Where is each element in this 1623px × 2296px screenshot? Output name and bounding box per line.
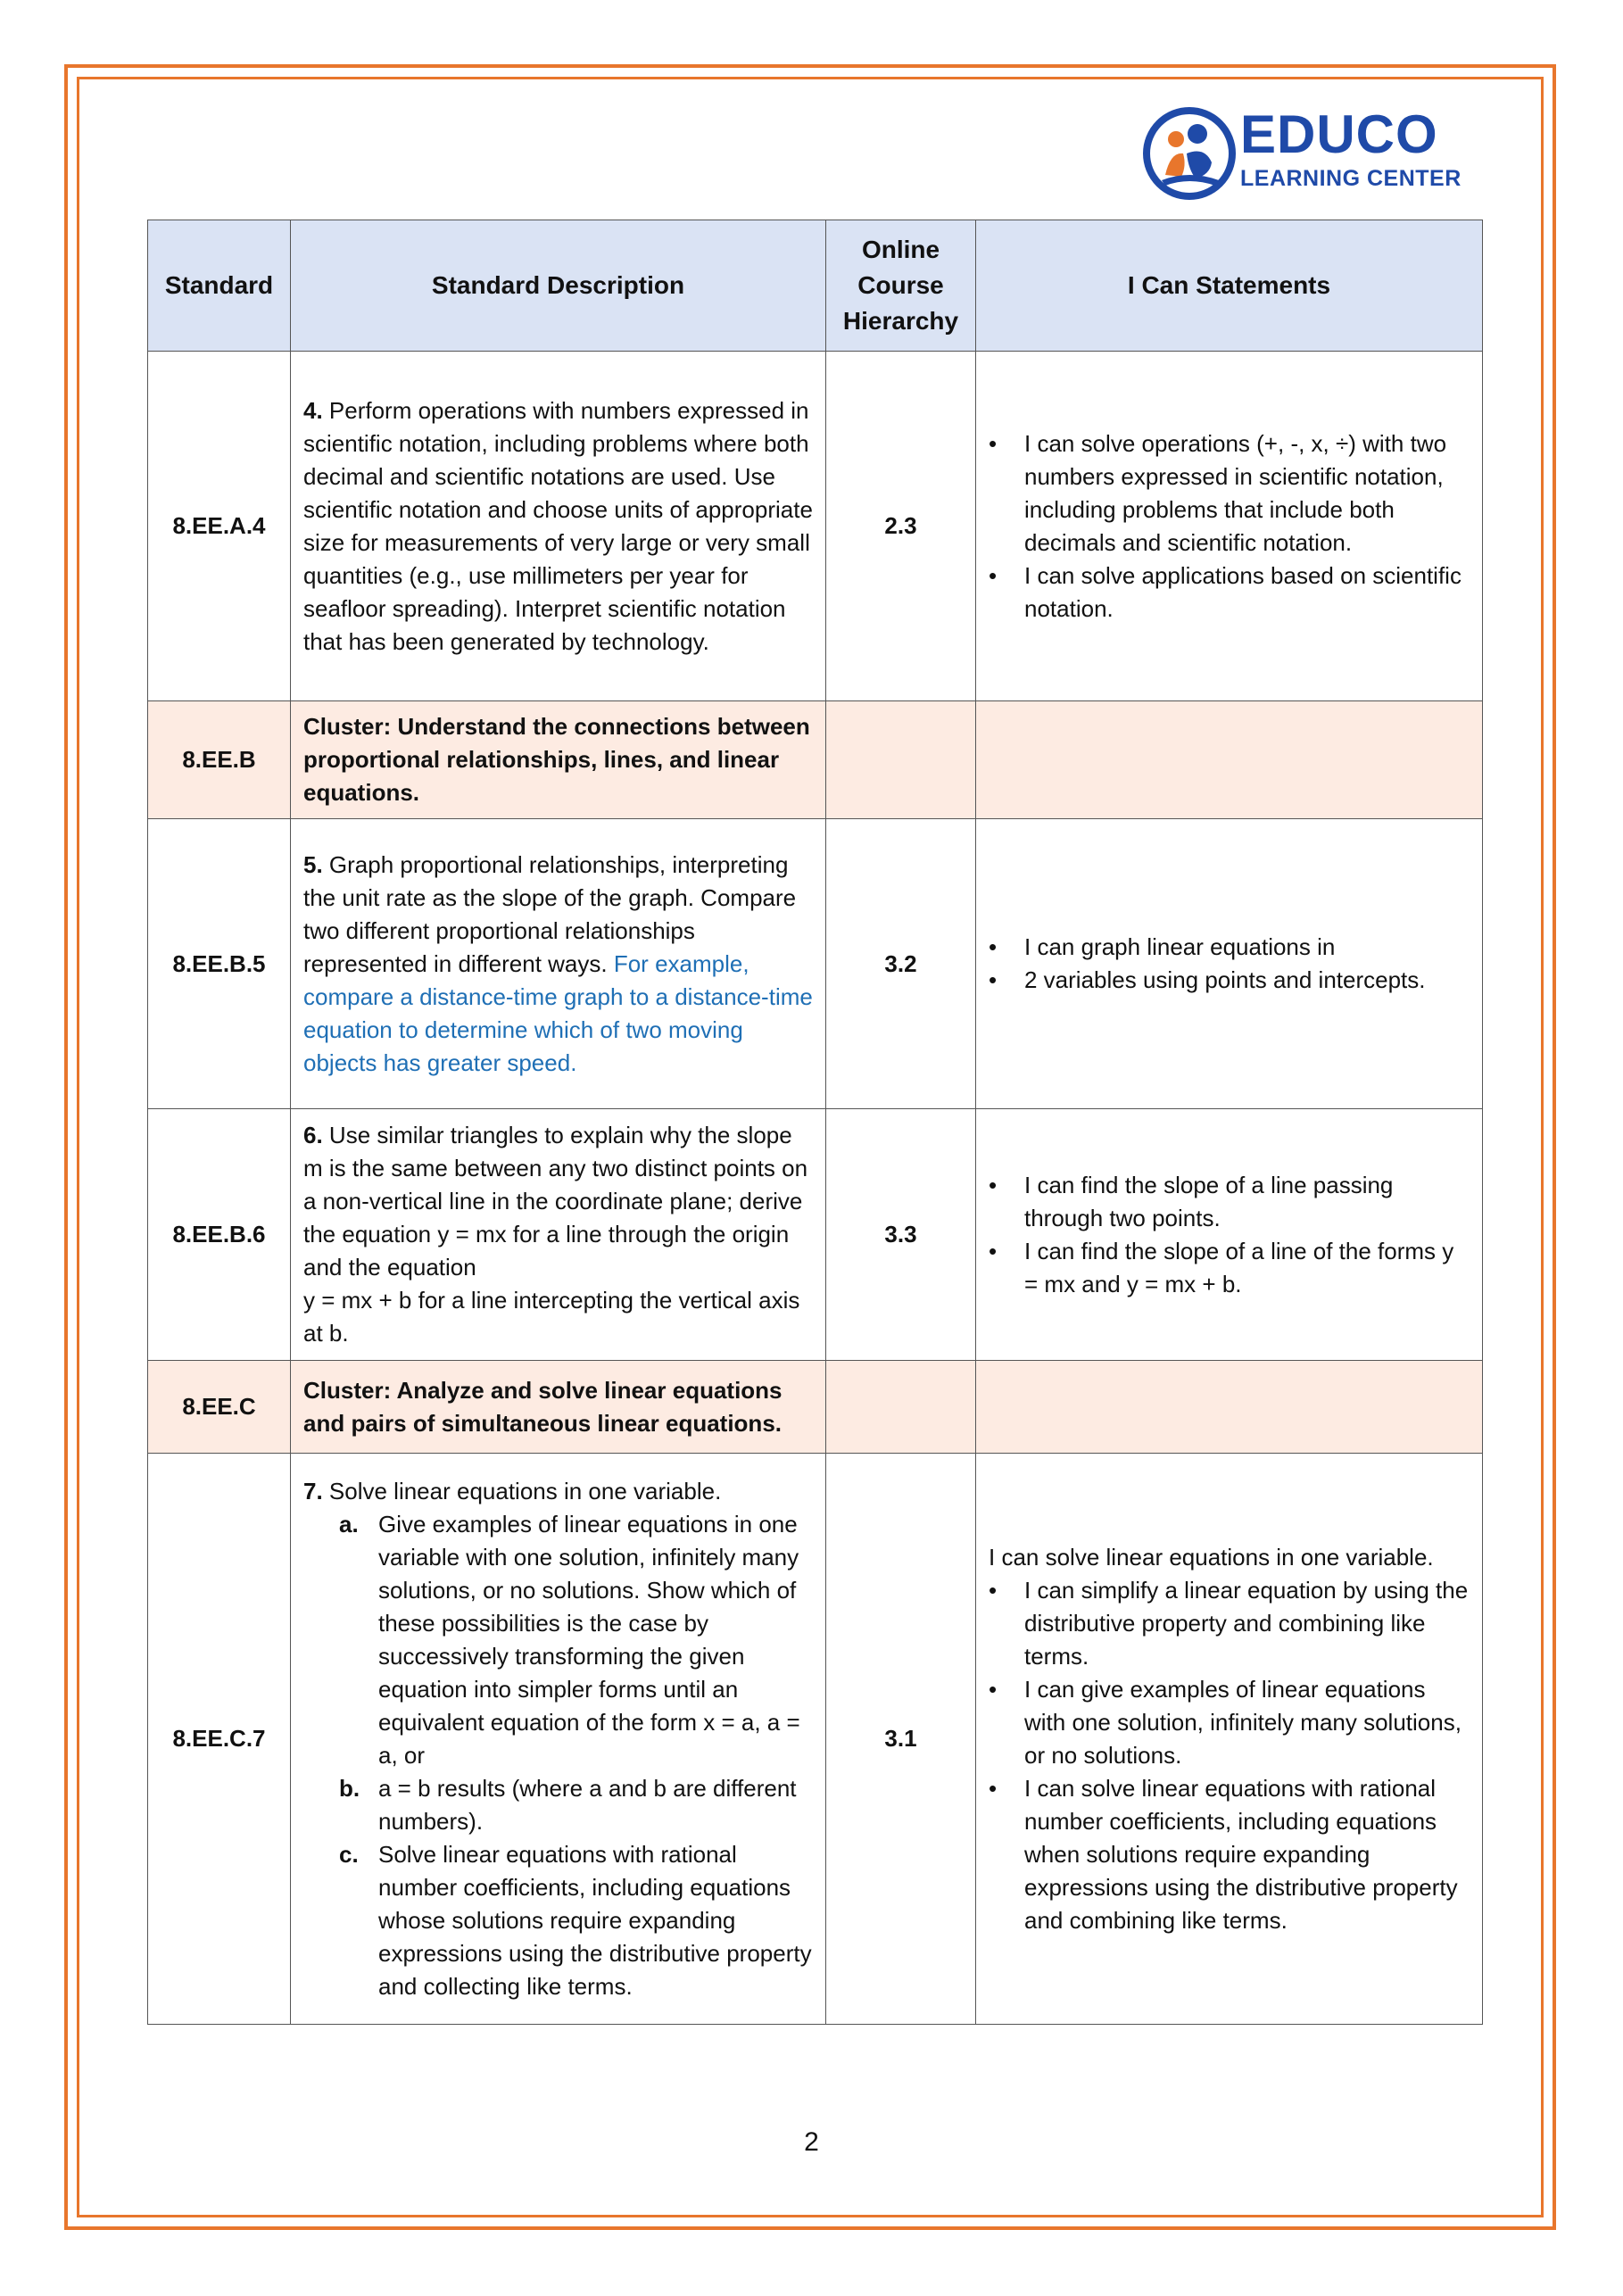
table-row — [148, 819, 1483, 1109]
standard-number: 4. — [303, 396, 323, 424]
header-standard: Standard — [148, 220, 291, 352]
cluster-course-empty — [826, 701, 976, 819]
table-row — [148, 1454, 1483, 2025]
cluster-ican-empty — [976, 1361, 1483, 1454]
sub-standard-list — [303, 1508, 813, 2003]
cluster-ican-empty — [976, 701, 1483, 819]
standard-number: 7. — [303, 1477, 323, 1504]
sub-text: a = b results (where a and b are different numbers). — [378, 1774, 797, 1835]
table-row — [148, 1109, 1483, 1361]
ican-item: • I can solve operations (+, -, x, ÷) with two numbers expressed in scientific notation, including problems that include both decimals and scientific notation. — [1024, 427, 1470, 559]
ican-item: • I can simplify a linear equation by using the distributive property and combining like terms. — [1024, 1574, 1470, 1673]
description-text: Use similar triangles to explain why the slope m is the same between any two distinct points on a non-vertical line in the coordinate plane; derive the equation y = mx for a line through the origin and the equation — [303, 1122, 808, 1281]
ican-cell — [976, 1454, 1483, 2025]
ican-item: • I can give examples of linear equations with one solution, infinitely many solutions, or no solutions. — [1024, 1673, 1470, 1772]
cluster-row — [148, 1361, 1483, 1454]
ican-list — [989, 427, 1470, 626]
standard-number: 6. — [303, 1122, 323, 1148]
educo-logo-icon — [1140, 104, 1238, 203]
standard-number: 5. — [303, 850, 323, 878]
course-hierarchy: 3.3 — [826, 1109, 976, 1361]
standard-code: 8.EE.B.6 — [148, 1109, 291, 1361]
sub-standard-item — [339, 1508, 813, 1772]
page-number: 2 — [804, 2127, 819, 2157]
logo-wordmark: EDUCO — [1240, 104, 1438, 164]
ican-item: • 2 variables using points and intercepts. — [1024, 964, 1470, 997]
logo-subtitle: LEARNING CENTER — [1240, 166, 1462, 191]
cluster-description: Cluster: Understand the connections between proportional relationships, lines, and linear equations. — [291, 701, 826, 819]
educo-logo — [1140, 104, 1470, 203]
standard-description — [291, 1109, 826, 1361]
header-ican-statements: I Can Statements — [976, 220, 1483, 352]
course-hierarchy: 3.2 — [826, 819, 976, 1109]
course-hierarchy: 3.1 — [826, 1454, 976, 2025]
sub-marker: b. — [339, 1774, 360, 1802]
description-text-continued: y = mx + b for a line intercepting the vertical axis at b. — [303, 1287, 800, 1347]
header-description: Standard Description — [291, 220, 826, 352]
standard-code: 8.EE.A.4 — [148, 352, 291, 701]
header-course-hierarchy: Online Course Hierarchy — [826, 220, 976, 352]
ican-intro: I can solve linear equations in one variable. — [989, 1543, 1434, 1571]
sub-standard-item — [339, 1772, 813, 1838]
cluster-code: 8.EE.B — [148, 701, 291, 819]
sub-text: Give examples of linear equations in one variable with one solution, infinitely many solutions, or no solutions. Show which of these possibilities is the case by successively transforming the given equation into simpler forms until an equivalent equation of the form x = a, a = a, or — [378, 1510, 800, 1769]
ican-list — [989, 931, 1470, 997]
ican-item: • I can find the slope of a line of the forms y = mx and y = mx + b. — [1024, 1235, 1470, 1301]
standard-code: 8.EE.B.5 — [148, 819, 291, 1109]
ican-cell — [976, 352, 1483, 701]
sub-marker: c. — [339, 1840, 359, 1868]
ican-list — [989, 1574, 1470, 1937]
cluster-description: Cluster: Analyze and solve linear equations and pairs of simultaneous linear equations. — [291, 1361, 826, 1454]
standard-code: 8.EE.C.7 — [148, 1454, 291, 2025]
ican-item: • I can graph linear equations in — [1024, 931, 1470, 964]
table-header-row — [148, 220, 1483, 352]
description-text: Graph proportional relationships, interpreting the unit rate as the slope of the graph. Compare two different proportional relationships represented in different ways. — [303, 850, 797, 977]
cluster-row — [148, 701, 1483, 819]
ican-item: • I can solve applications based on scientific notation. — [1024, 559, 1470, 626]
standard-description — [291, 1454, 826, 2025]
cluster-course-empty — [826, 1361, 976, 1454]
description-text: Solve linear equations in one variable. — [322, 1477, 722, 1504]
sub-marker: a. — [339, 1510, 359, 1538]
table-row — [148, 352, 1483, 701]
ican-item: • I can solve linear equations with rational number coefficients, including equations when solutions require expanding expressions using the distributive property and combining like terms. — [1024, 1772, 1470, 1937]
ican-list — [989, 1169, 1470, 1301]
standards-table — [147, 220, 1483, 2025]
ican-cell — [976, 819, 1483, 1109]
ican-cell — [976, 1109, 1483, 1361]
ican-item: • I can find the slope of a line passing through two points. — [1024, 1169, 1470, 1235]
cluster-code: 8.EE.C — [148, 1361, 291, 1454]
description-example: For example, compare a distance-time graph to a distance-time equation to determine which of two moving objects has greater speed. — [303, 949, 813, 1076]
course-hierarchy: 2.3 — [826, 352, 976, 701]
sub-text: Solve linear equations with rational number coefficients, including equations whose solutions require expanding expressions using the distributive property and collecting like terms. — [378, 1840, 812, 2000]
description-text: Perform operations with numbers expressed in scientific notation, including problems where both decimal and scientific notations are used. Use scientific notation and choose units of appropriate size for measurements of very large or very small quantities (e.g., use millimeters per year for seafloor spreading). Interpret scientific notation that has been generated by technology. — [303, 396, 813, 655]
standard-description — [291, 819, 826, 1109]
standard-description — [291, 352, 826, 701]
sub-standard-item — [339, 1838, 813, 2003]
